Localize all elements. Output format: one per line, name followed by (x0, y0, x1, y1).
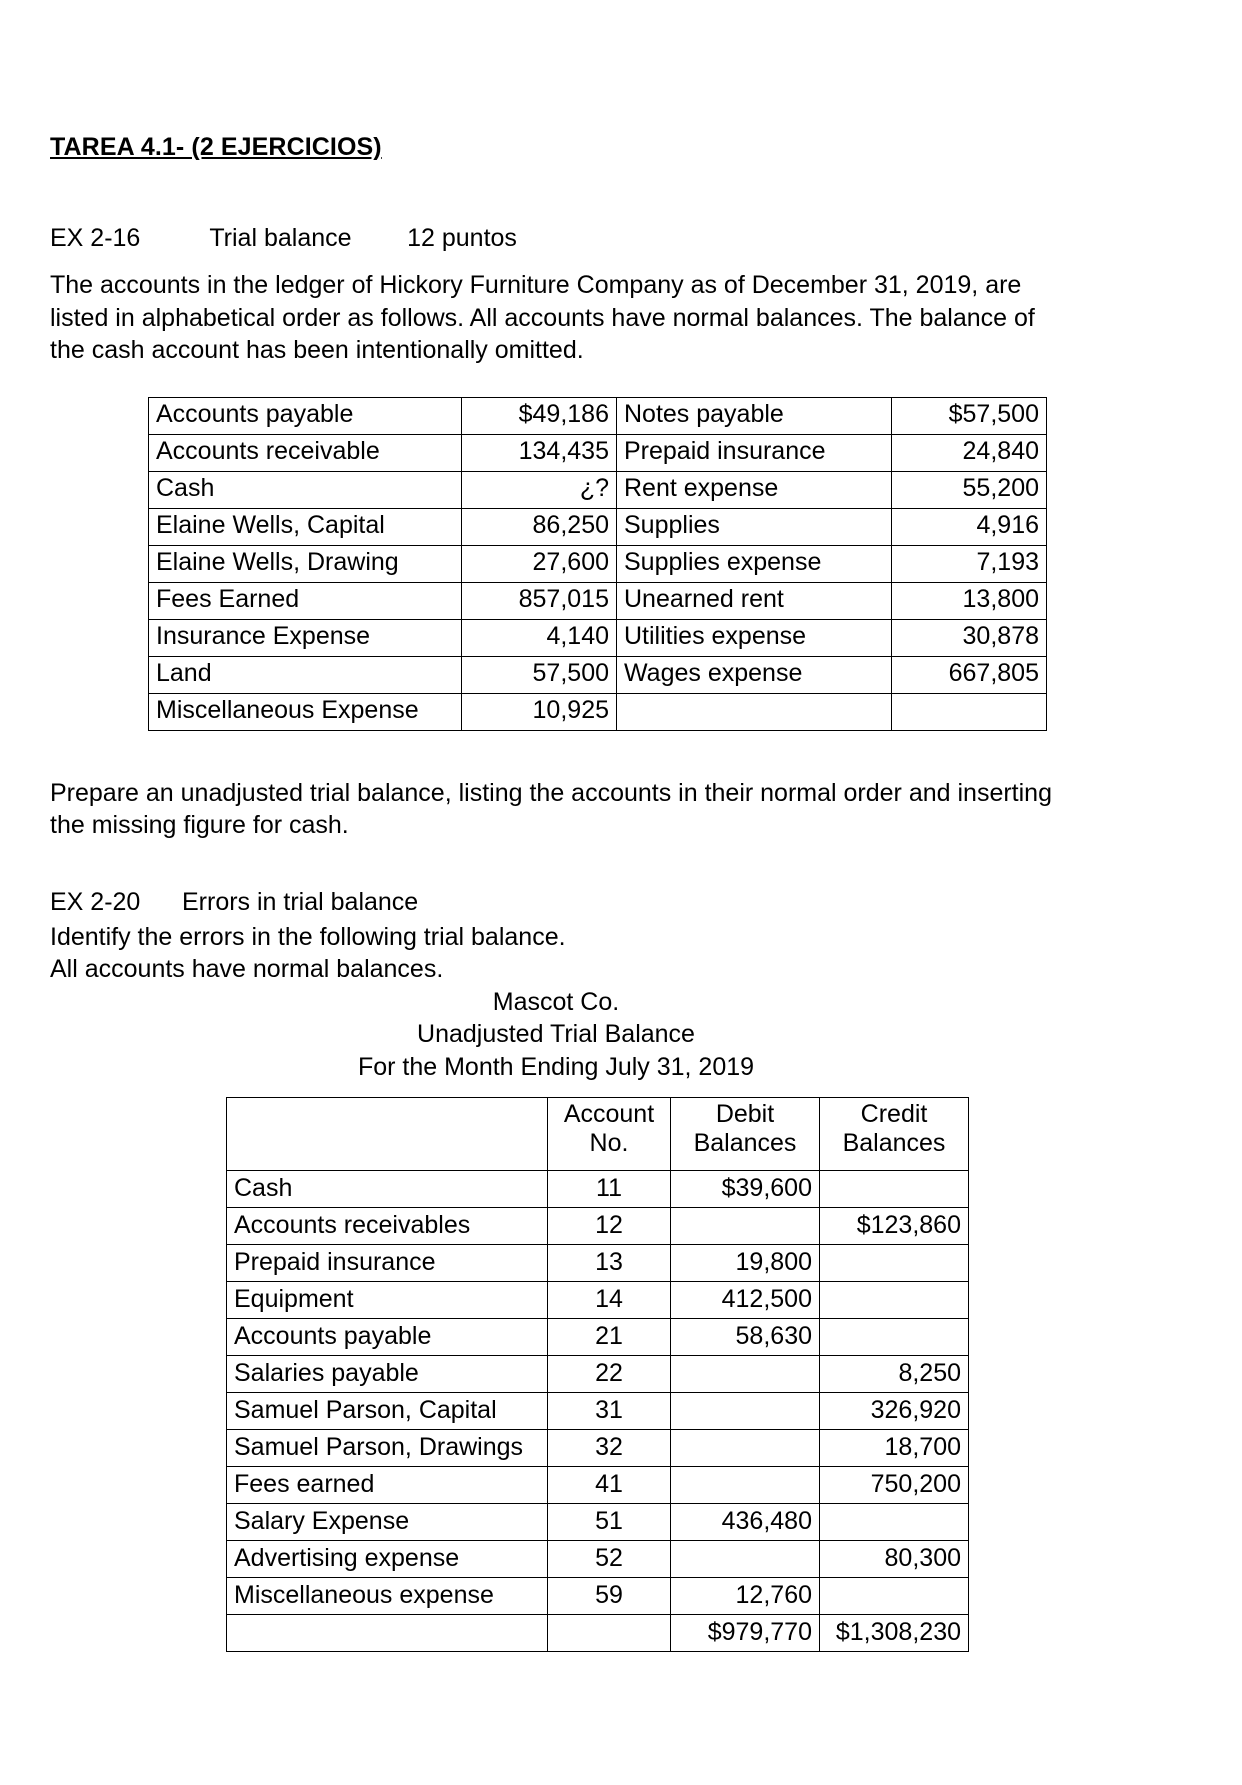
column-header-credit (820, 1098, 969, 1171)
table-row (227, 1356, 969, 1393)
hickory-accounts-table-wrapper (148, 397, 1062, 731)
row-credit-balance (820, 1319, 969, 1356)
column-header-account-no (548, 1098, 671, 1171)
account-name-right: Rent expense (617, 471, 892, 508)
table-header-row (227, 1098, 969, 1171)
row-debit-balance: 19,800 (671, 1245, 820, 1282)
row-credit-balance (820, 1282, 969, 1319)
statement-period: For the Month Ending July 31, 2019 (357, 1052, 755, 1081)
row-account-no: 31 (548, 1393, 671, 1430)
account-name-left: Accounts receivable (149, 434, 462, 471)
row-account-name: Salary Expense (227, 1504, 548, 1541)
account-value-left: 4,140 (462, 619, 617, 656)
row-debit-balance (671, 1393, 820, 1430)
row-account-no: 12 (548, 1208, 671, 1245)
table-row (149, 397, 1047, 434)
mascot-trial-balance-table-body (227, 1098, 969, 1652)
table-row (149, 656, 1047, 693)
row-account-name: Equipment (227, 1282, 548, 1319)
row-credit-balance: 326,920 (820, 1393, 969, 1430)
row-credit-balance: $123,860 (820, 1208, 969, 1245)
row-account-no: 32 (548, 1430, 671, 1467)
row-debit-balance: 58,630 (671, 1319, 820, 1356)
account-name-right: Wages expense (617, 656, 892, 693)
row-account-no: 59 (548, 1578, 671, 1615)
account-value-left: 134,435 (462, 434, 617, 471)
account-value-right: 24,840 (892, 434, 1047, 471)
account-value-right: 55,200 (892, 471, 1047, 508)
row-account-no: 52 (548, 1541, 671, 1578)
table-row (227, 1430, 969, 1467)
row-account-name: Miscellaneous expense (227, 1578, 548, 1615)
row-credit-balance (820, 1171, 969, 1208)
table-row (149, 471, 1047, 508)
document-content (50, 133, 1062, 1652)
row-account-name: Salaries payable (227, 1356, 548, 1393)
spacer (50, 842, 1062, 888)
statement-title: Unadjusted Trial Balance (417, 1020, 695, 1048)
row-account-no: 11 (548, 1171, 671, 1208)
account-name-right: Utilities expense (617, 619, 892, 656)
column-header-debit (671, 1098, 820, 1171)
column-header-debit-line1: Debit (715, 1100, 775, 1128)
row-debit-balance (671, 1430, 820, 1467)
account-value-right (892, 693, 1047, 730)
column-header-credit-line1: Credit (860, 1100, 928, 1128)
statement-company-name: Mascot Co. (492, 987, 620, 1016)
column-header-debit-line2: Balances (693, 1128, 797, 1157)
row-credit-balance: 750,200 (820, 1467, 969, 1504)
exercise2-instruction-line2: All accounts have normal balances. (50, 955, 444, 983)
table-row (227, 1319, 969, 1356)
account-value-right: 667,805 (892, 656, 1047, 693)
account-value-right: 13,800 (892, 582, 1047, 619)
row-account-no: 21 (548, 1319, 671, 1356)
column-header-account-no-line2: No. (589, 1128, 629, 1157)
account-name-right: Supplies expense (617, 545, 892, 582)
account-name-right: Notes payable (617, 397, 892, 434)
row-account-no: 14 (548, 1282, 671, 1319)
row-credit-balance (820, 1578, 969, 1615)
account-name-right (617, 693, 892, 730)
row-account-no: 13 (548, 1245, 671, 1282)
column-header-account (227, 1098, 548, 1171)
row-debit-balance (671, 1541, 820, 1578)
table-row (149, 582, 1047, 619)
account-value-left: 86,250 (462, 508, 617, 545)
row-debit-balance (671, 1356, 820, 1393)
table-row (149, 508, 1047, 545)
table-row (227, 1208, 969, 1245)
exercise2-instruction-line1: Identify the errors in the following trial balance. (50, 922, 566, 951)
hickory-accounts-table (148, 397, 1047, 731)
account-value-left: 57,500 (462, 656, 617, 693)
table-row (227, 1467, 969, 1504)
account-value-right: $57,500 (892, 397, 1047, 434)
spacer (50, 731, 1062, 777)
row-account-name: Advertising expense (227, 1541, 548, 1578)
account-name-left: Land (149, 656, 462, 693)
table-row (227, 1541, 969, 1578)
row-credit-balance: 8,250 (820, 1356, 969, 1393)
exercise1-intro: The accounts in the ledger of Hickory Furniture Company as of December 31, 2019, are listed in alphabetical order as follows. All accounts have normal balances. The balance of the cash account has been intentionally omitted. (50, 271, 1035, 364)
row-account-no: 51 (548, 1504, 671, 1541)
table-row (149, 619, 1047, 656)
row-credit-balance (820, 1504, 969, 1541)
row-credit-balance: 80,300 (820, 1541, 969, 1578)
account-name-left: Cash (149, 471, 462, 508)
table-row (227, 1393, 969, 1430)
totals-credit: $1,308,230 (820, 1615, 969, 1652)
account-name-left: Fees Earned (149, 582, 462, 619)
account-value-left: 27,600 (462, 545, 617, 582)
statement-heading (50, 986, 1062, 1084)
row-account-name: Samuel Parson, Drawings (227, 1430, 548, 1467)
row-account-name: Samuel Parson, Capital (227, 1393, 548, 1430)
row-debit-balance: $39,600 (671, 1171, 820, 1208)
row-debit-balance (671, 1467, 820, 1504)
row-debit-balance: 436,480 (671, 1504, 820, 1541)
mascot-trial-balance-table (226, 1097, 969, 1652)
totals-account-no (548, 1615, 671, 1652)
account-name-left: Elaine Wells, Drawing (149, 545, 462, 582)
row-debit-balance: 12,760 (671, 1578, 820, 1615)
account-value-left: 857,015 (462, 582, 617, 619)
row-debit-balance: 412,500 (671, 1282, 820, 1319)
account-name-left: Accounts payable (149, 397, 462, 434)
account-value-right: 30,878 (892, 619, 1047, 656)
account-value-right: 7,193 (892, 545, 1047, 582)
row-account-name: Fees earned (227, 1467, 548, 1504)
account-name-left: Miscellaneous Expense (149, 693, 462, 730)
row-account-name: Prepaid insurance (227, 1245, 548, 1282)
table-row (227, 1504, 969, 1541)
exercise1-header: EX 2-16 Trial balance 12 puntos (50, 224, 517, 252)
account-name-left: Insurance Expense (149, 619, 462, 656)
row-account-name: Accounts receivables (227, 1208, 548, 1245)
row-account-name: Cash (227, 1171, 548, 1208)
table-totals-row (227, 1615, 969, 1652)
row-account-name: Accounts payable (227, 1319, 548, 1356)
totals-debit: $979,770 (671, 1615, 820, 1652)
account-value-left: ¿? (462, 471, 617, 508)
page-title: TAREA 4.1- (2 EJERCICIOS) (50, 133, 382, 161)
account-value-right: 4,916 (892, 508, 1047, 545)
account-value-left: 10,925 (462, 693, 617, 730)
table-row (149, 693, 1047, 730)
table-row (149, 434, 1047, 471)
table-row (227, 1171, 969, 1208)
account-name-right: Prepaid insurance (617, 434, 892, 471)
exercise1-instruction: Prepare an unadjusted trial balance, listing the accounts in their normal order and inserting the missing figure for cash. (50, 778, 1052, 839)
account-name-right: Unearned rent (617, 582, 892, 619)
table-row (227, 1282, 969, 1319)
mascot-trial-balance-table-wrapper (226, 1097, 1062, 1652)
exercise2-header: EX 2-20 Errors in trial balance (50, 887, 419, 916)
row-credit-balance (820, 1245, 969, 1282)
table-row (149, 545, 1047, 582)
row-account-no: 41 (548, 1467, 671, 1504)
account-name-left: Elaine Wells, Capital (149, 508, 462, 545)
column-header-account-no-line1: Account (563, 1100, 655, 1128)
table-row (227, 1245, 969, 1282)
column-header-credit-line2: Balances (842, 1128, 946, 1157)
table-row (227, 1578, 969, 1615)
row-credit-balance: 18,700 (820, 1430, 969, 1467)
row-account-no: 22 (548, 1356, 671, 1393)
totals-account-name (227, 1615, 548, 1652)
account-name-right: Supplies (617, 508, 892, 545)
hickory-accounts-table-body (149, 397, 1047, 730)
row-debit-balance (671, 1208, 820, 1245)
account-value-left: $49,186 (462, 397, 617, 434)
